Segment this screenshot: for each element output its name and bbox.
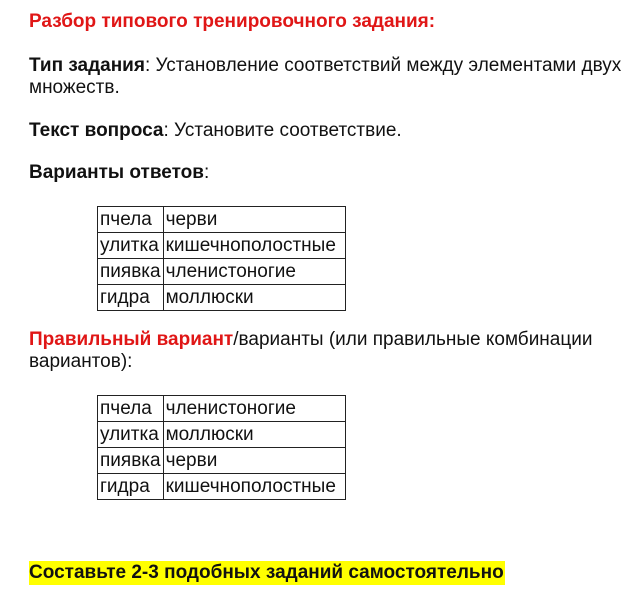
table-row (98, 422, 346, 448)
page-title: Разбор типового тренировочного задания: (29, 11, 436, 32)
table-cell: гидра (98, 474, 164, 500)
table-row (98, 474, 346, 500)
table-row (98, 396, 346, 422)
correct-paragraph (29, 329, 629, 373)
table-cell: членистоногие (163, 259, 345, 285)
correct-table (97, 395, 346, 500)
correct-text: /варианты (или правильные комбинации вариантов): (29, 329, 593, 372)
question-paragraph (29, 120, 402, 142)
table-cell: членистоногие (163, 396, 345, 422)
options-label: Варианты ответов (29, 162, 204, 183)
task-type-label: Тип задания (29, 55, 145, 76)
table-cell: кишечнополостные (163, 233, 345, 259)
table-cell: гидра (98, 285, 164, 311)
table-cell: моллюски (163, 285, 345, 311)
highlighted-instruction: Составьте 2-3 подобных заданий самостоятельно (29, 562, 504, 583)
table-row (98, 285, 346, 311)
question-text: : Установите соответствие. (163, 120, 402, 141)
table-cell: пиявка (98, 448, 164, 474)
table-row (98, 207, 346, 233)
table-cell: улитка (98, 233, 164, 259)
question-label: Текст вопроса (29, 120, 164, 141)
table-row (98, 259, 346, 285)
table-cell: пчела (98, 396, 164, 422)
task-type-text: : Установление соответствий между элементами двух множеств. (29, 55, 622, 98)
table-cell: кишечнополостные (163, 474, 345, 500)
table-cell: моллюски (163, 422, 345, 448)
table-cell: пиявка (98, 259, 164, 285)
table-row (98, 233, 346, 259)
table-cell: черви (163, 207, 345, 233)
options-paragraph (29, 162, 209, 184)
table-cell: пчела (98, 207, 164, 233)
task-type-paragraph (29, 55, 629, 99)
options-suffix: : (203, 162, 210, 183)
options-table (97, 206, 346, 311)
correct-label: Правильный вариант (29, 329, 234, 350)
table-row (98, 448, 346, 474)
table-cell: улитка (98, 422, 164, 448)
table-cell: черви (163, 448, 345, 474)
